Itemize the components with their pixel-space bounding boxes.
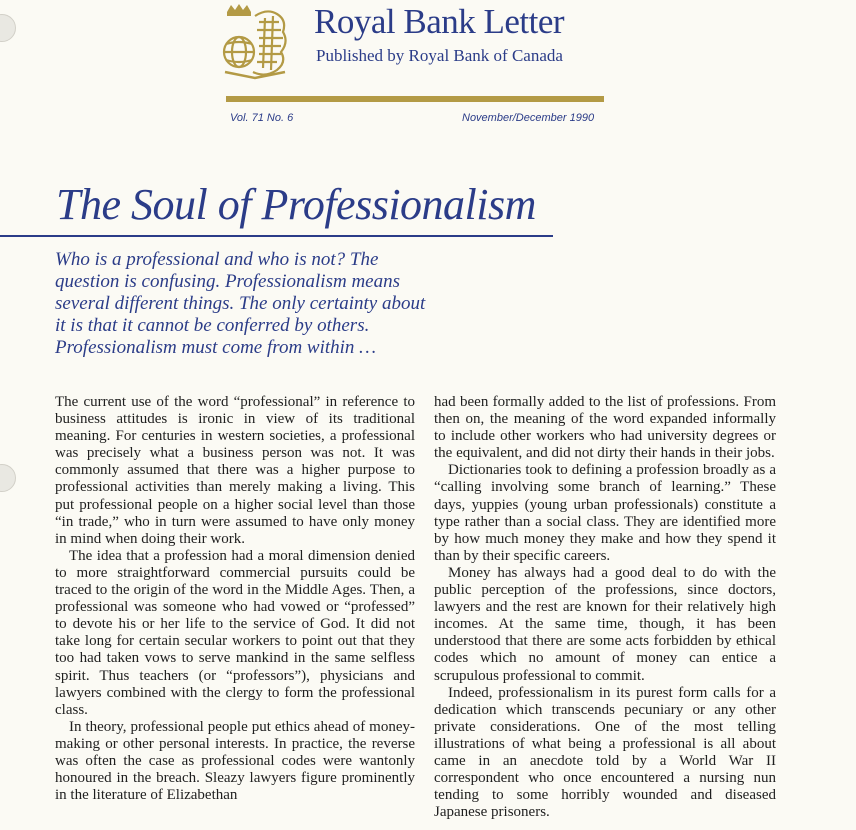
binder-hole-top: [0, 14, 16, 42]
volume-number: Vol. 71 No. 6: [230, 112, 294, 124]
header-rule: [226, 96, 604, 102]
article-intro: Who is a professional and who is not? The question is confusing. Professionalism means several different things. The only certainty about it is that it cannot be conferred by others. Professionalism must come from within …: [55, 249, 426, 358]
issue-date: November/December 1990: [462, 112, 595, 124]
paragraph: The current use of the word “professional” in reference to business attitudes is ironic in view of its traditional meaning. For centuries in western societies, a professional was precisely what a business person was not. It was commonly assumed that there was a higher purpose to professional activities than merely making a living. This put professional people on a higher social level than those “in trade,” who in turn were assumed to have only money in mind when doing their work.: [55, 394, 415, 547]
publication-title: Royal Bank Letter: [314, 2, 565, 41]
article-column-right: [434, 394, 776, 821]
paragraph: Dictionaries took to defining a profession broadly as a “calling involving some branch of learning.” These days, yuppies (young urban professionals) constitute a type rather than a social class. They are identified more by how much money they make and how they spend it than by their specific careers.: [434, 462, 776, 564]
headline-rule: [0, 235, 553, 237]
paragraph: In theory, professional people put ethics ahead of money-making or other personal interests. In practice, the reverse was often the case as professional codes were wantonly honoured in the breach. Sleazy lawyers figure prominently in the literature of Elizabethan: [55, 718, 415, 804]
paragraph: The idea that a profession had a moral dimension denied to more straightforward commercial pursuits could be traced to the origin of the word in the Middle Ages. Then, a professional was someone who had vowed or “professed” to devote his or her life to the service of God. It did not take long for certain secular workers to point out that they too had taken vows to serve mankind in the same selfless spirit. Thus teachers (or “professors”), physicians and lawyers combined with the clergy to form the professional class.: [55, 547, 415, 718]
binder-hole-middle: [0, 464, 16, 492]
paragraph: Money has always had a good deal to do with the public perception of the professions, since doctors, lawyers and the rest are known for their relatively high incomes. At the same time, though, it has been understood that there are some acts forbidden by ethical codes which no amount of money can entice a scrupulous professional to commit.: [434, 564, 776, 684]
royal-bank-logo-icon: [219, 2, 291, 82]
paragraph: Indeed, professionalism in its purest form calls for a dedication which transcends pecuniary or any other private considerations. One of the most telling illustrations of what being a professional is all about came in an anecdote told by a World War II correspondent who once encountered a nursing nun tending to some horribly wounded and diseased Japanese prisoners.: [434, 684, 776, 821]
article-headline: The Soul of Professionalism: [56, 180, 536, 229]
paragraph: had been formally added to the list of professions. From then on, the meaning of the word expanded informally to include other workers who had university degrees or the equivalent, and did not dirty their hands in their jobs.: [434, 394, 776, 462]
article-column-left: [55, 394, 415, 804]
publication-subtitle: Published by Royal Bank of Canada: [316, 46, 563, 65]
